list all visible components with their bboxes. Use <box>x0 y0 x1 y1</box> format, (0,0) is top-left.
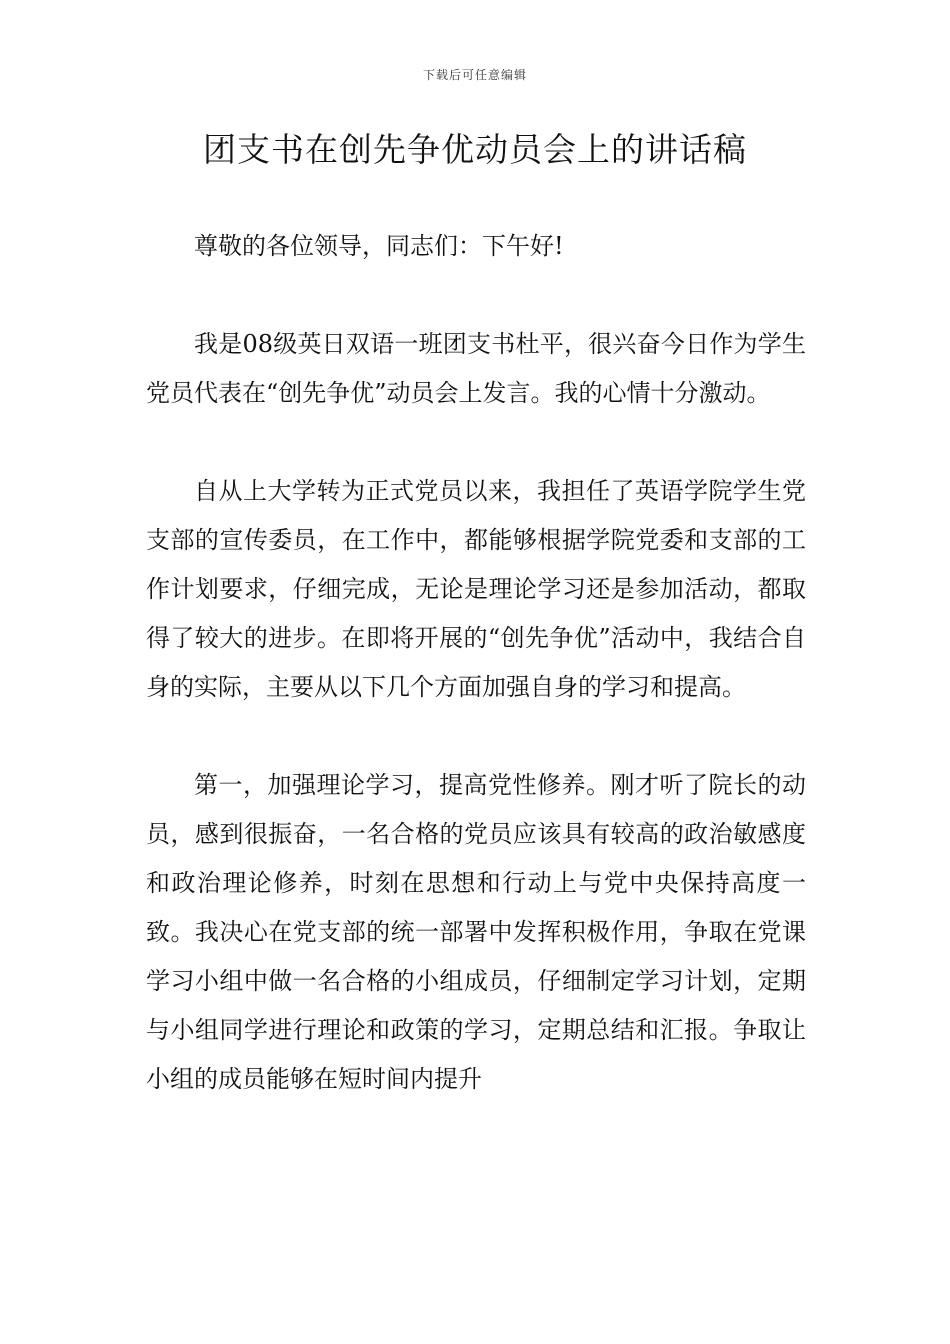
paragraph-greeting: 尊敬的各位领导，同志们：下午好! <box>194 232 564 260</box>
document-body <box>146 222 806 1104</box>
header-note: 下载后可任意编辑 <box>422 68 527 82</box>
paragraph-point-one: 第一，加强理论学习，提高党性修养。刚才听了院长的动员，感到很振奋，一名合格的党员应该具有较高的政治敏感度和政治理论修养，时刻在思想和行动上与党中央保持高度一致。我决心在党支部的统一部署中发挥积极作用，争取在党课学习小组中做一名合格的小组成员，仔细制定学习计划，定期与小组同学进行理论和政策的学习，定期总结和汇报。争取让小组的成员能够在短时间内提升 <box>146 771 806 1093</box>
document-title: 团支书在创先争优动员会上的讲话稿 <box>203 130 747 169</box>
paragraph-introduction: 我是08级英日双语一班团支书杜平，很兴奋今日作为学生党员代表在“创先争优”动员会上发言。我的心情十分激动。 <box>146 330 806 407</box>
paragraph-background: 自从上大学转为正式党员以来，我担任了英语学院学生党支部的宣传委员，在工作中，都能够根据学院党委和支部的工作计划要求，仔细完成，无论是理论学习还是参加活动，都取得了较大的进步。在即将开展的“创先争优”活动中，我结合自身的实际，主要从以下几个方面加强自身的学习和提高。 <box>146 477 806 701</box>
